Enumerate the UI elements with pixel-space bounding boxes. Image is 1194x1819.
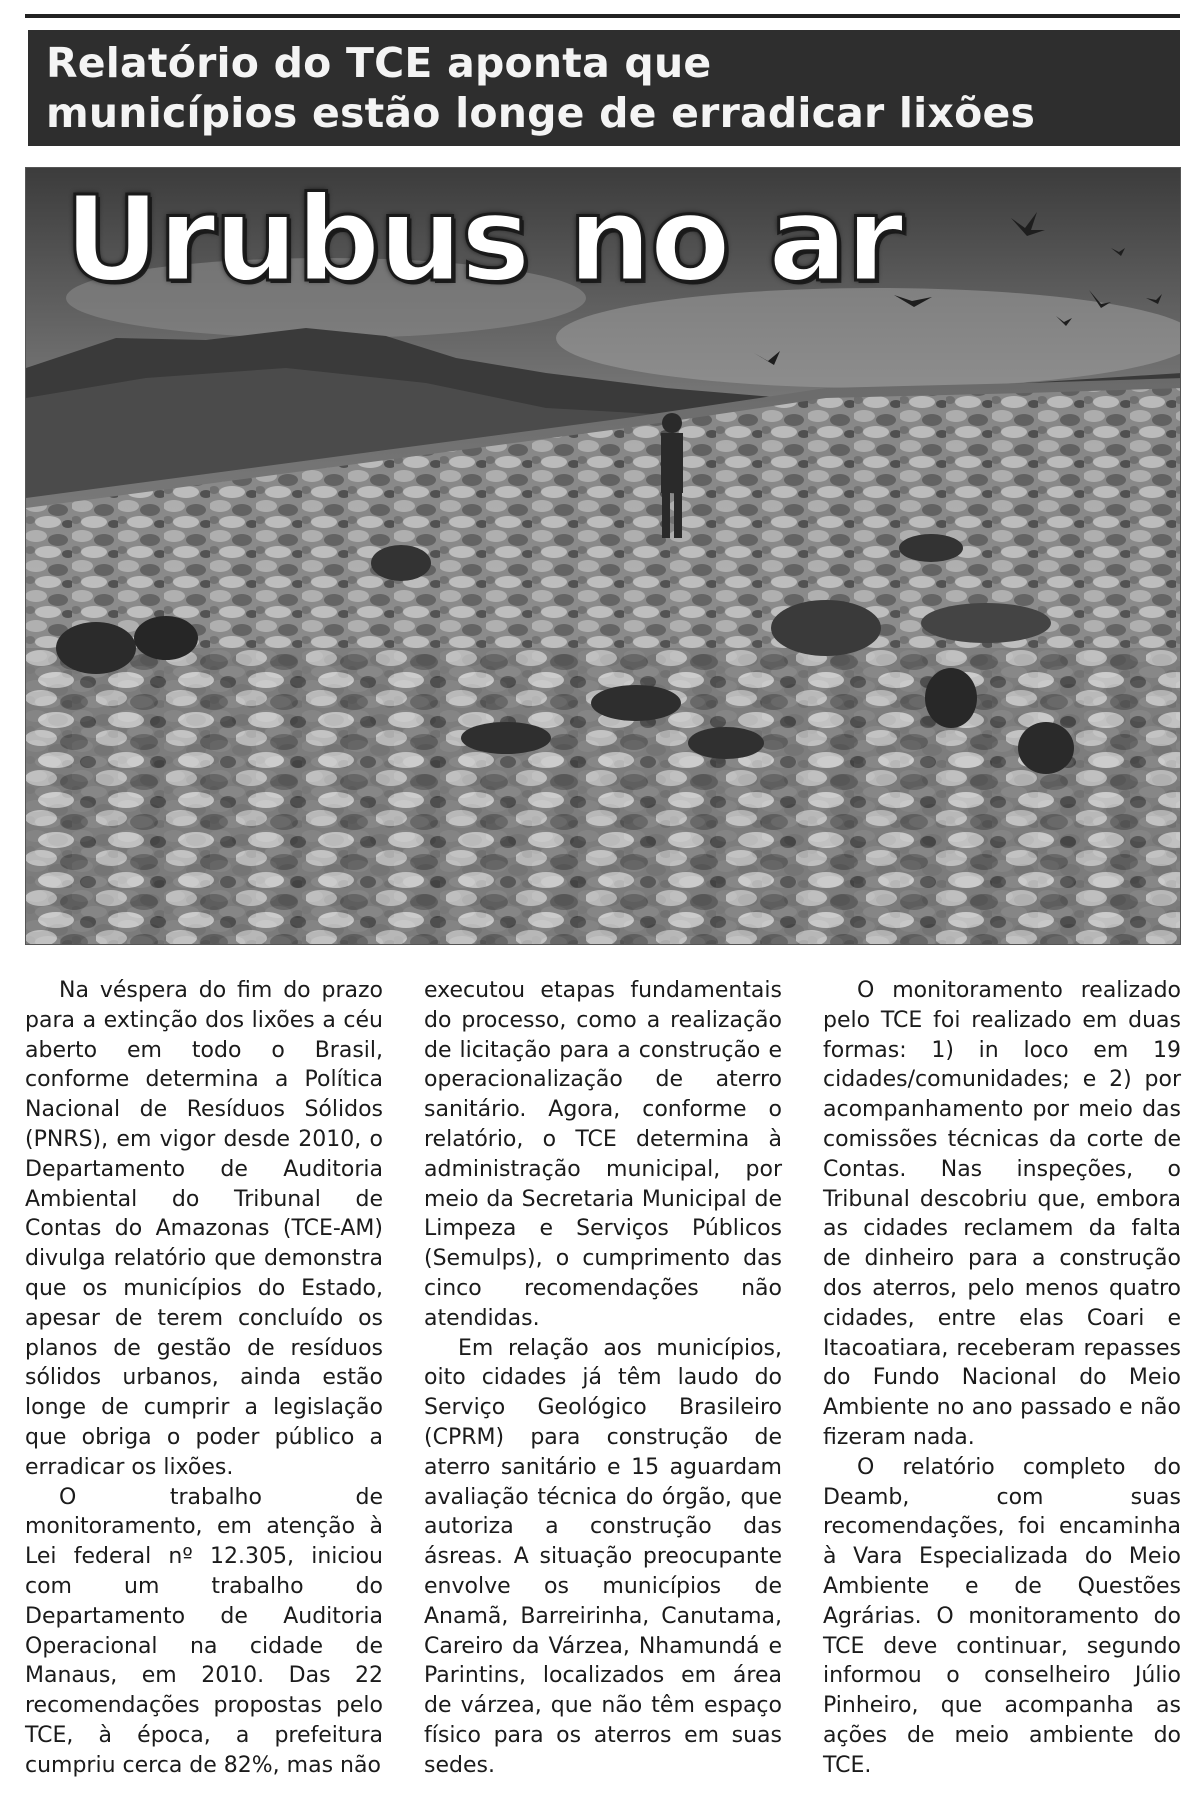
article-body	[25, 976, 1181, 1811]
paragraph: O relatório completo do Deamb, com suas recomendações, foi encaminha à Vara Especializada do Meio Ambiente e de Questões Agrárias. O monitoramento do TCE deve continuar, segundo informou o conselheiro Júlio Pinheiro, que acompanha as ações de meio ambiente do TCE.	[823, 1454, 1181, 1778]
top-rule	[25, 14, 1180, 18]
paragraph: Na véspera do fim do prazo para a extinção dos lixões a céu aberto em todo o Brasil, conforme determina a Política Nacional de Resíduos Sólidos (PNRS), em vigor desde 2010, o Departamento de Auditoria Ambiental do Tribunal de Contas do Amazonas (TCE-AM) divulga relatório que demonstra que os municípios do Estado, apesar de terem concluído os planos de gestão de resíduos sólidos urbanos, ainda estão longe de cumprir a legislação que obriga o poder público a erradicar os lixões.	[25, 978, 383, 1480]
landfill-photo	[25, 167, 1181, 945]
column-1	[25, 976, 383, 1811]
paragraph: Em relação aos municípios, oito cidades já têm laudo do Serviço Geológico Brasileiro (CPRM) para construção de aterro sanitário e 15 aguardam avaliação técnica do órgão, que autoriza a construção das ásreas. A situação preocupante envolve os municípios de Anamã, Barreirinha, Canutama, Careiro da Várzea, Nhamundá e Parintins, localizados em área de várzea, que não têm espaço físico para os aterros em suas sedes.	[424, 1335, 782, 1778]
paragraph: O monitoramento realizado pelo TCE foi realizado em duas formas: 1) in loco em 19 cidades/comunidades; e 2) por acompanhamento por meio das comissões técnicas da corte de Contas. Nas inspeções, o Tribunal descobriu que, embora as cidades reclamem da falta de dinheiro para a construção dos aterros, pelo menos quatro cidades, entre elas Coari e Itacoatiara, receberam repasses do Fundo Nacional do Meio Ambiente no ano passado e não fizeram nada.	[823, 978, 1181, 1450]
paragraph-continuation: executou etapas fundamentais do processo, como a realização de licitação para a construção e operacionalização de aterro sanitário. Agora, conforme o relatório, o TCE determina à administração municipal, por meio da Secretaria Municipal de Limpeza e Serviços Públicos (Semulps), o cumprimento das cinco recomendações não atendidas.	[424, 978, 782, 1331]
photo-title: Urubus no ar	[64, 170, 902, 308]
column-2	[424, 976, 782, 1811]
headline-banner	[28, 30, 1180, 146]
headline-line-1: Relatório do TCE aponta que	[46, 39, 712, 87]
headline	[46, 38, 1180, 138]
column-3	[823, 976, 1181, 1811]
headline-line-2: municípios estão longe de erradicar lixões	[46, 89, 1036, 137]
paragraph: O trabalho de monitoramento, em atenção à Lei federal nº 12.305, iniciou com um trabalho do Departamento de Auditoria Operacional na cidade de Manaus, em 2010. Das 22 recomendações propostas pelo TCE, à época, a prefeitura cumpriu cerca de 82%, mas não	[25, 1484, 383, 1778]
